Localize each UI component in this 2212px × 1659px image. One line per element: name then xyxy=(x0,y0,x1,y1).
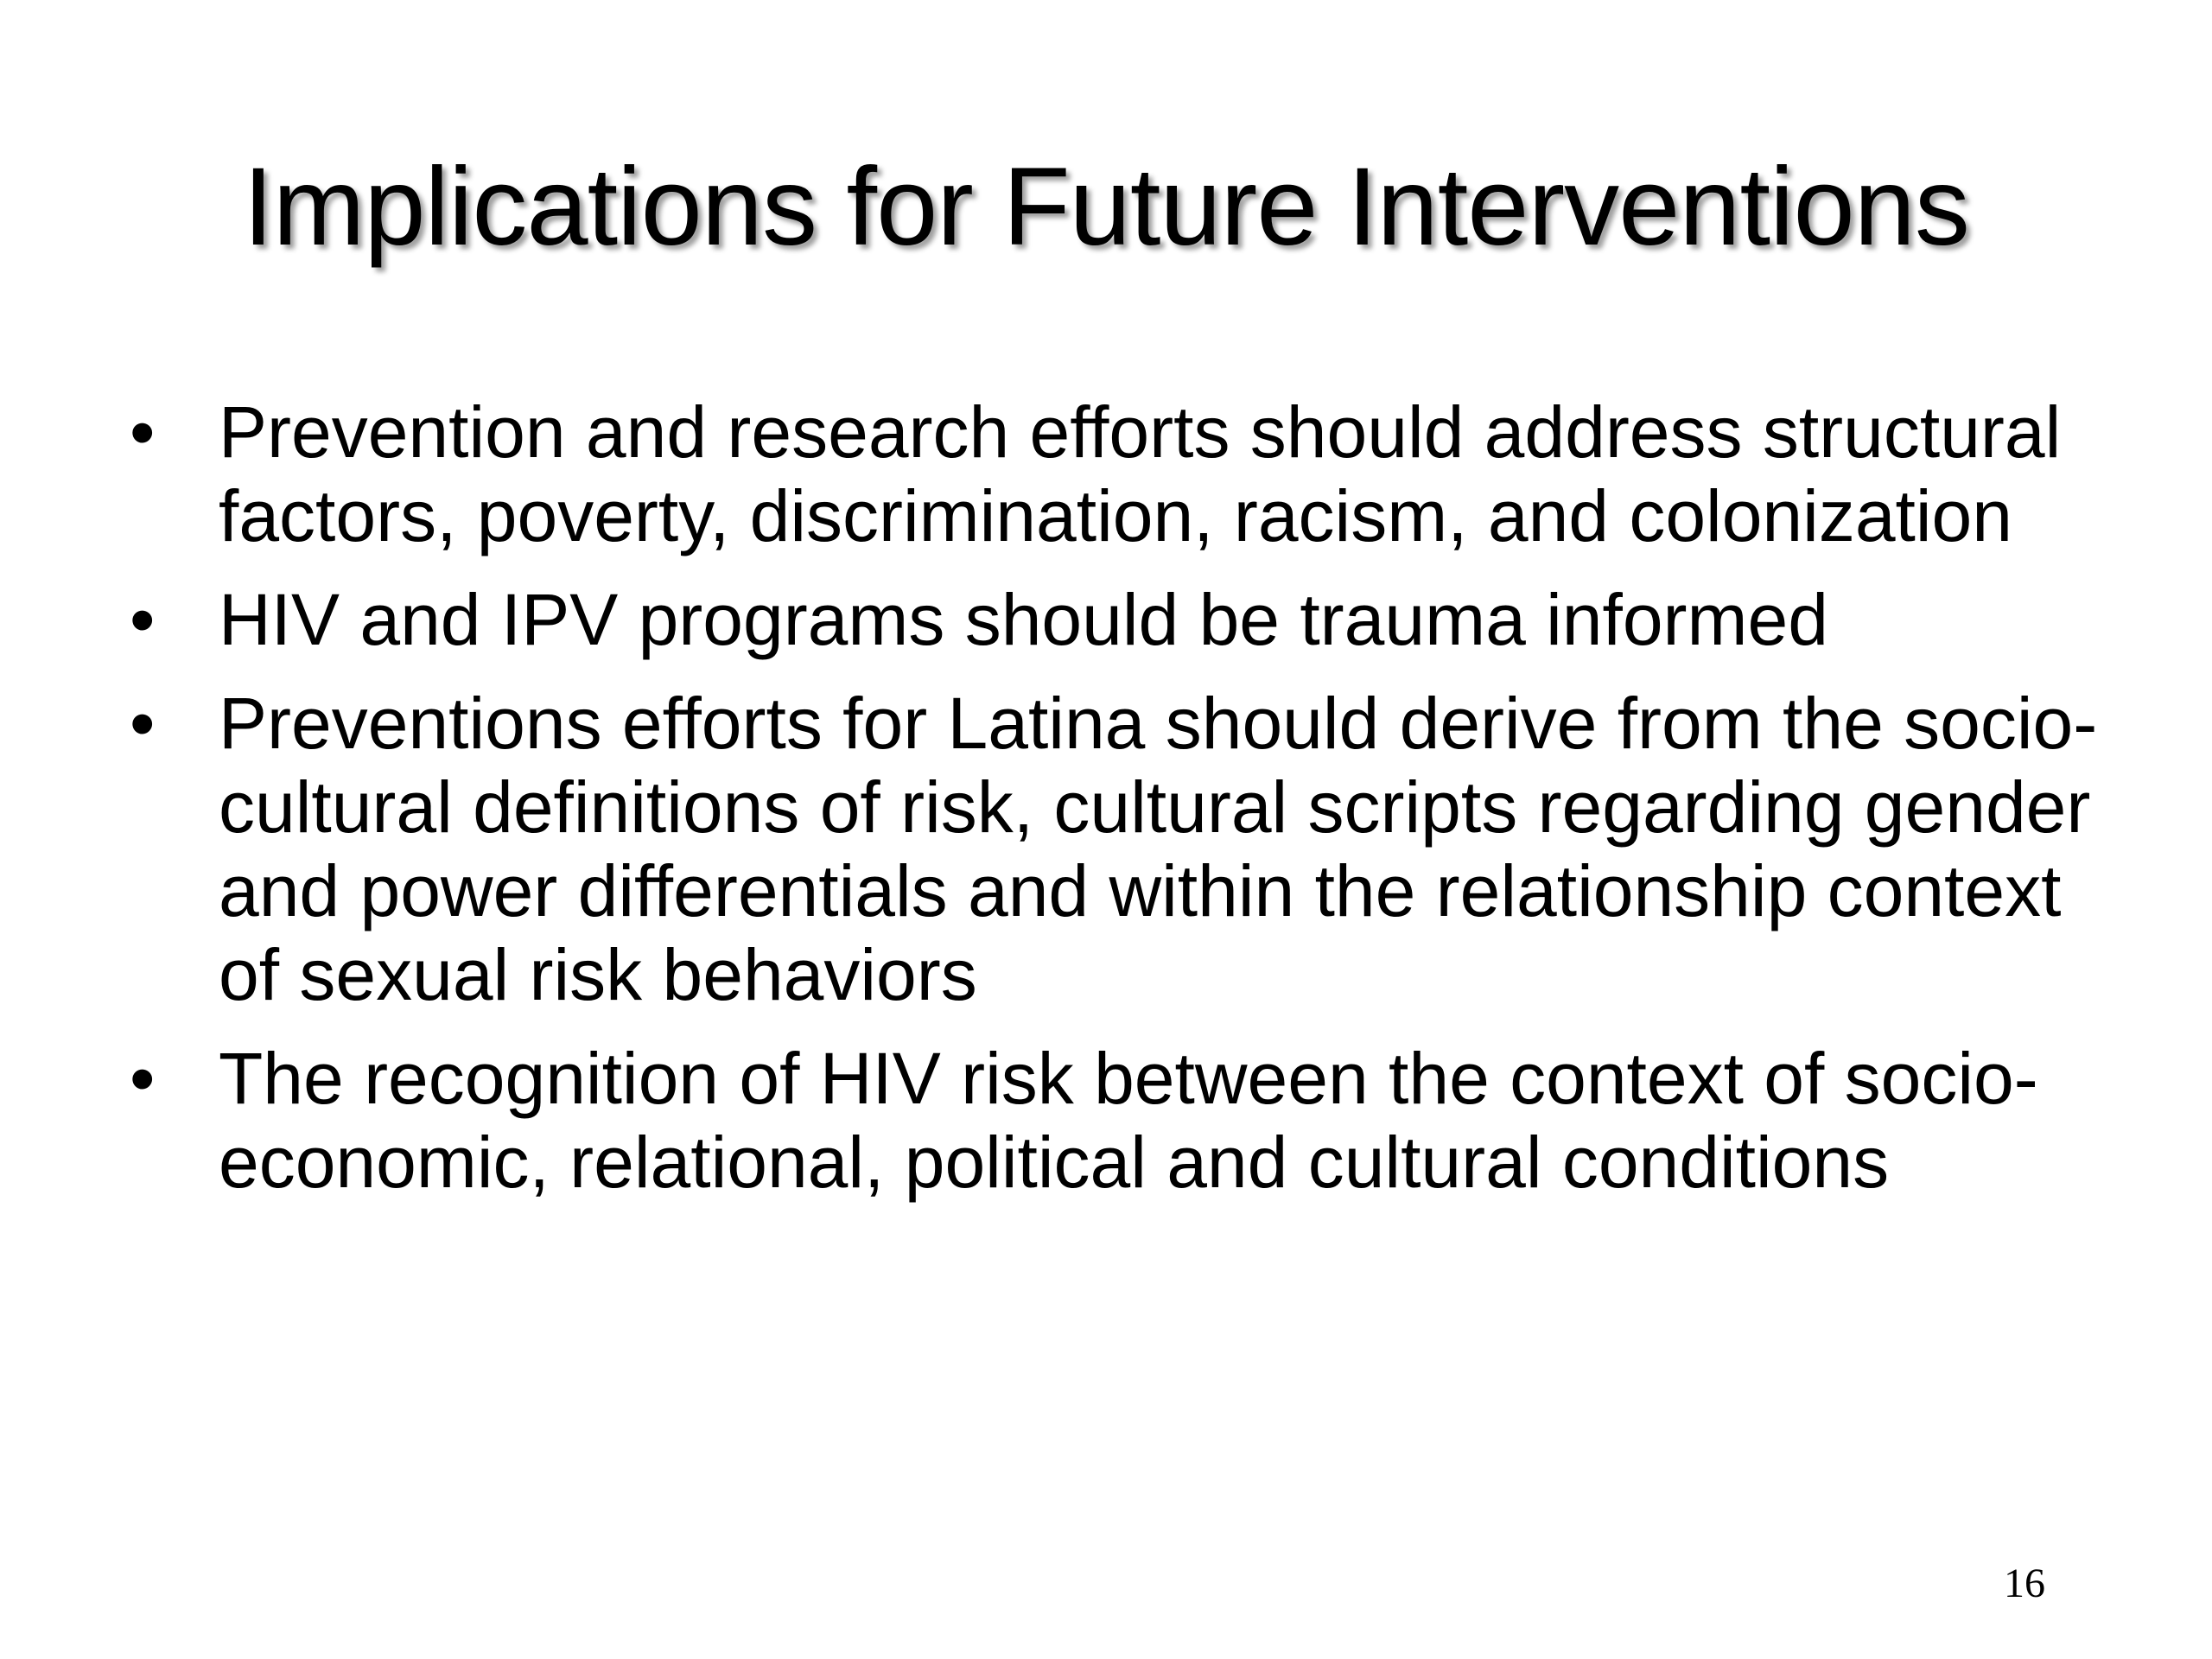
bullet-dot-icon: • xyxy=(130,391,156,473)
bullet-text: The recognition of HIV risk between the context of socio-economic, relational, political and cultural conditions xyxy=(219,1038,2038,1203)
bullet-dot-icon: • xyxy=(130,579,156,660)
page-number: 16 xyxy=(2004,1560,2045,1606)
bullet-item xyxy=(130,578,2117,662)
bullet-item xyxy=(130,682,2117,1017)
bullet-text: Prevention and research efforts should address structural factors, poverty, discrimination, racism, and colonization xyxy=(219,391,2062,556)
slide-title: Implications for Future Interventions xyxy=(243,145,1969,269)
bullet-text: Preventions efforts for Latina should derive from the socio-cultural definitions of risk, cultural scripts regarding gender and power differentials and within the relationship context of sexual risk behaviors xyxy=(219,683,2098,1015)
bullet-dot-icon: • xyxy=(130,683,156,764)
bullet-list xyxy=(130,391,2117,1224)
bullet-dot-icon: • xyxy=(130,1038,156,1119)
bullet-item xyxy=(130,391,2117,558)
bullet-text: HIV and IPV programs should be trauma informed xyxy=(219,579,1828,660)
bullet-item xyxy=(130,1037,2117,1205)
